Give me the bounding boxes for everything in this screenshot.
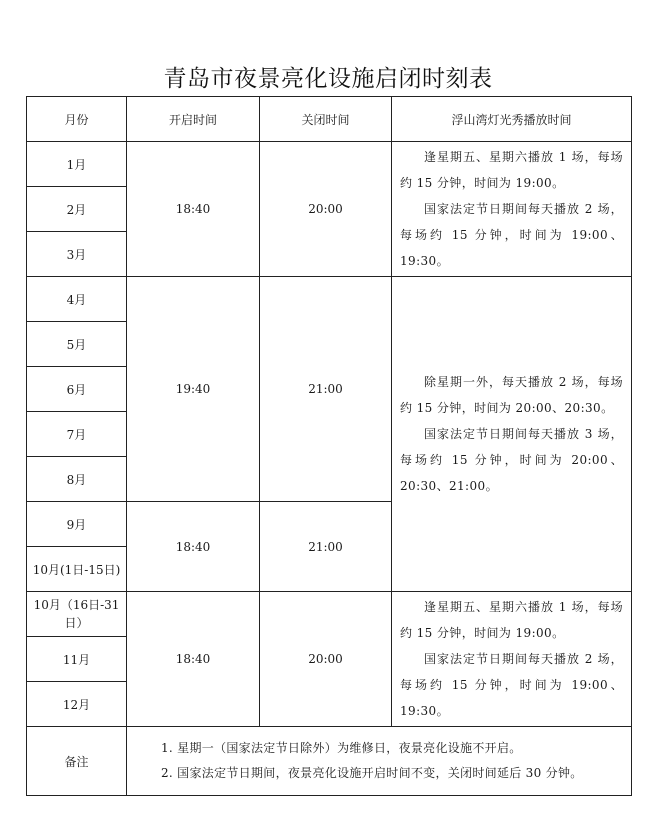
- header-close-time: 关闭时间: [260, 97, 392, 142]
- schedule-table: [26, 96, 632, 796]
- close-time-cell: 21:00: [260, 502, 392, 592]
- light-show-note: [392, 592, 632, 727]
- light-show-line: 国家法定节日期间每天播放 3 场，每场约 15 分钟，时间为 20:00、20:30、21:00。: [400, 427, 623, 493]
- close-time-cell: 20:00: [260, 142, 392, 277]
- month-cell: 7月: [27, 412, 127, 457]
- close-time-cell: 21:00: [260, 277, 392, 502]
- month-cell: 10月（16日-31日）: [27, 592, 127, 637]
- header-open-time: 开启时间: [127, 97, 260, 142]
- month-cell: 6月: [27, 367, 127, 412]
- header-row: [27, 97, 632, 142]
- month-cell: 1月: [27, 142, 127, 187]
- month-cell: 5月: [27, 322, 127, 367]
- table-row: [27, 592, 632, 637]
- header-month: 月份: [27, 97, 127, 142]
- month-cell: 2月: [27, 187, 127, 232]
- open-time-cell: 19:40: [127, 277, 260, 502]
- month-cell: 4月: [27, 277, 127, 322]
- month-cell: 12月: [27, 682, 127, 727]
- remarks-row: [27, 727, 632, 796]
- open-time-cell: 18:40: [127, 592, 260, 727]
- month-cell: 9月: [27, 502, 127, 547]
- page-title: 青岛市夜景亮化设施启闭时刻表: [163, 66, 493, 92]
- month-cell: 8月: [27, 457, 127, 502]
- table-row: [27, 142, 632, 187]
- light-show-line: 国家法定节日期间每天播放 2 场，每场约 15 分钟，时间为 19:00、19:30。: [400, 202, 623, 268]
- light-show-note: [392, 277, 632, 592]
- light-show-line: 逢星期五、星期六播放 1 场，每场约 15 分钟，时间为 19:00。: [400, 150, 623, 190]
- remark-item: 2. 国家法定节日期间，夜景亮化设施开启时间不变，关闭时间延后 30 分钟。: [161, 766, 583, 780]
- month-cell: 3月: [27, 232, 127, 277]
- open-time-cell: 18:40: [127, 502, 260, 592]
- remarks-label: 备注: [27, 727, 127, 796]
- table-row: [27, 277, 632, 322]
- light-show-note: [392, 142, 632, 277]
- open-time-cell: 18:40: [127, 142, 260, 277]
- light-show-line: 国家法定节日期间每天播放 2 场，每场约 15 分钟，时间为 19:00、19:30。: [400, 652, 623, 718]
- close-time-cell: 20:00: [260, 592, 392, 727]
- light-show-line: 逢星期五、星期六播放 1 场，每场约 15 分钟，时间为 19:00。: [400, 600, 623, 640]
- light-show-line: 除星期一外，每天播放 2 场，每场约 15 分钟，时间为 20:00、20:30。: [400, 375, 623, 415]
- month-cell: 11月: [27, 637, 127, 682]
- header-light-show-time: 浮山湾灯光秀播放时间: [392, 97, 632, 142]
- month-cell: 10月(1日-15日): [27, 547, 127, 592]
- remark-item: 1. 星期一（国家法定节日除外）为维修日，夜景亮化设施不开启。: [161, 741, 522, 755]
- remarks-content: [127, 727, 632, 796]
